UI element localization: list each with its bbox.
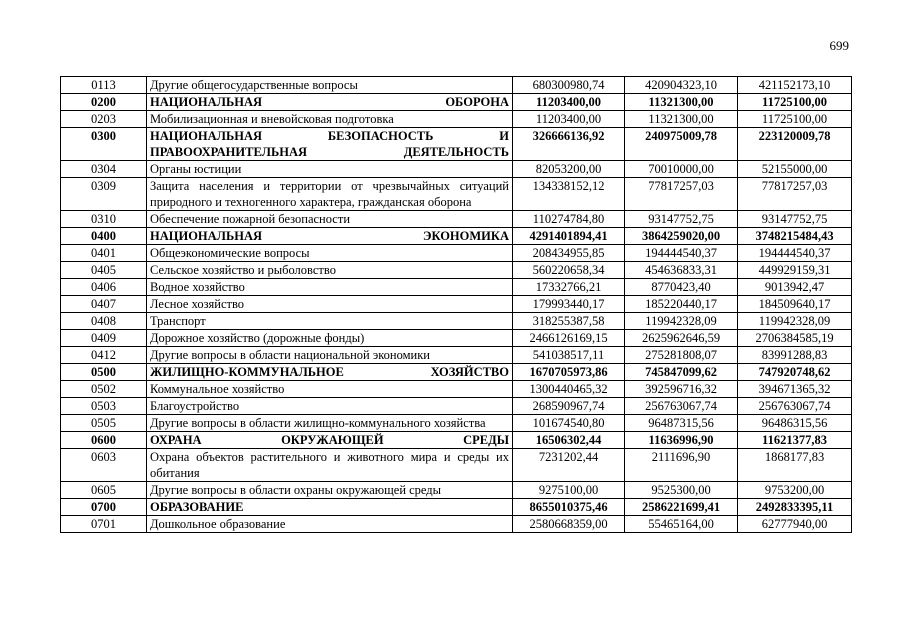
row-code: 0405 [61,262,147,279]
table-row [61,245,852,262]
row-code: 0700 [61,499,147,516]
row-value-1: 680300980,74 [513,77,625,94]
row-value-2: 420904323,10 [625,77,738,94]
row-value-2: 2625962646,59 [625,330,738,347]
row-value-3: 52155000,00 [738,161,852,178]
table-row [61,381,852,398]
row-name: НАЦИОНАЛЬНАЯ ОБОРОНА [147,94,513,111]
row-value-2: 454636833,31 [625,262,738,279]
row-name: Другие вопросы в области охраны окружающей среды [147,482,513,499]
row-value-1: 11203400,00 [513,111,625,128]
row-value-2: 93147752,75 [625,211,738,228]
row-code: 0412 [61,347,147,364]
table-row [61,347,852,364]
row-value-1: 268590967,74 [513,398,625,415]
row-name: НАЦИОНАЛЬНАЯ БЕЗОПАСНОСТЬ И ПРАВООХРАНИТЕЛЬНАЯ ДЕЯТЕЛЬНОСТЬ [147,128,513,161]
row-value-2: 392596716,32 [625,381,738,398]
row-value-2: 11321300,00 [625,111,738,128]
table-row [61,432,852,449]
row-code: 0200 [61,94,147,111]
row-value-3: 11621377,83 [738,432,852,449]
row-name: Другие вопросы в области национальной экономики [147,347,513,364]
table-row [61,516,852,533]
row-value-1: 1300440465,32 [513,381,625,398]
row-code: 0113 [61,77,147,94]
row-value-1: 82053200,00 [513,161,625,178]
row-value-3: 2706384585,19 [738,330,852,347]
table-row [61,77,852,94]
row-name: ОХРАНА ОКРУЖАЮЩЕЙ СРЕДЫ [147,432,513,449]
row-value-2: 119942328,09 [625,313,738,330]
row-value-1: 17332766,21 [513,279,625,296]
row-code: 0600 [61,432,147,449]
row-value-1: 2466126169,15 [513,330,625,347]
row-name: НАЦИОНАЛЬНАЯ ЭКОНОМИКА [147,228,513,245]
row-value-1: 7231202,44 [513,449,625,482]
row-value-3: 9753200,00 [738,482,852,499]
row-value-2: 275281808,07 [625,347,738,364]
row-value-3: 421152173,10 [738,77,852,94]
row-value-1: 1670705973,86 [513,364,625,381]
row-code: 0603 [61,449,147,482]
row-name: Дорожное хозяйство (дорожные фонды) [147,330,513,347]
row-value-3: 2492833395,11 [738,499,852,516]
row-value-2: 3864259020,00 [625,228,738,245]
row-value-2: 8770423,40 [625,279,738,296]
row-name: Другие общегосударственные вопросы [147,77,513,94]
table-row [61,482,852,499]
row-value-1: 16506302,44 [513,432,625,449]
row-value-2: 2586221699,41 [625,499,738,516]
row-name: Водное хозяйство [147,279,513,296]
table-body [61,77,852,533]
table-row [61,499,852,516]
row-code: 0500 [61,364,147,381]
table-row [61,211,852,228]
row-value-1: 9275100,00 [513,482,625,499]
row-value-1: 560220658,34 [513,262,625,279]
row-value-1: 541038517,11 [513,347,625,364]
row-value-1: 110274784,80 [513,211,625,228]
row-value-1: 208434955,85 [513,245,625,262]
table-row [61,415,852,432]
row-value-2: 9525300,00 [625,482,738,499]
row-name: Общеэкономические вопросы [147,245,513,262]
row-value-2: 11321300,00 [625,94,738,111]
row-value-3: 394671365,32 [738,381,852,398]
row-value-3: 747920748,62 [738,364,852,381]
row-value-2: 194444540,37 [625,245,738,262]
row-value-3: 11725100,00 [738,111,852,128]
row-value-2: 256763067,74 [625,398,738,415]
row-value-3: 93147752,75 [738,211,852,228]
row-code: 0401 [61,245,147,262]
row-value-3: 449929159,31 [738,262,852,279]
row-value-3: 1868177,83 [738,449,852,482]
row-code: 0300 [61,128,147,161]
row-value-3: 194444540,37 [738,245,852,262]
table-row [61,330,852,347]
row-value-3: 11725100,00 [738,94,852,111]
row-value-3: 96486315,56 [738,415,852,432]
row-code: 0304 [61,161,147,178]
row-value-2: 55465164,00 [625,516,738,533]
table-row [61,449,852,482]
row-name: Защита населения и территории от чрезвычайных ситуаций природного и техногенного характера, гражданская оборона [147,178,513,211]
row-name: Охрана объектов растительного и животного мира и среды их обитания [147,449,513,482]
row-value-1: 101674540,80 [513,415,625,432]
row-value-3: 256763067,74 [738,398,852,415]
row-value-1: 179993440,17 [513,296,625,313]
table-row [61,178,852,211]
row-value-2: 2111696,90 [625,449,738,482]
row-name: Благоустройство [147,398,513,415]
row-code: 0400 [61,228,147,245]
row-value-3: 77817257,03 [738,178,852,211]
table-row [61,262,852,279]
budget-table [60,76,852,533]
row-value-1: 134338152,12 [513,178,625,211]
row-code: 0203 [61,111,147,128]
table-row [61,313,852,330]
row-value-3: 62777940,00 [738,516,852,533]
row-name: Лесное хозяйство [147,296,513,313]
row-code: 0408 [61,313,147,330]
row-value-2: 240975009,78 [625,128,738,161]
table-row [61,296,852,313]
table-row [61,398,852,415]
table-row [61,228,852,245]
row-value-3: 3748215484,43 [738,228,852,245]
row-name: ЖИЛИЩНО-КОММУНАЛЬНОЕ ХОЗЯЙСТВО [147,364,513,381]
row-code: 0409 [61,330,147,347]
row-code: 0502 [61,381,147,398]
table-row [61,111,852,128]
table-row [61,364,852,381]
table-row [61,161,852,178]
row-value-3: 223120009,78 [738,128,852,161]
row-code: 0505 [61,415,147,432]
row-value-1: 318255387,58 [513,313,625,330]
table-row [61,279,852,296]
page-number: 699 [829,38,849,53]
row-value-1: 326666136,92 [513,128,625,161]
row-name: Мобилизационная и вневойсковая подготовка [147,111,513,128]
row-name: Другие вопросы в области жилищно-коммунального хозяйства [147,415,513,432]
row-name: Коммунальное хозяйство [147,381,513,398]
row-name: Сельское хозяйство и рыболовство [147,262,513,279]
row-code: 0605 [61,482,147,499]
row-name: Органы юстиции [147,161,513,178]
row-value-2: 77817257,03 [625,178,738,211]
row-code: 0503 [61,398,147,415]
row-code: 0310 [61,211,147,228]
row-name: ОБРАЗОВАНИЕ [147,499,513,516]
row-value-2: 70010000,00 [625,161,738,178]
table-row [61,128,852,161]
row-value-3: 83991288,83 [738,347,852,364]
row-name: Дошкольное образование [147,516,513,533]
row-value-3: 119942328,09 [738,313,852,330]
row-code: 0407 [61,296,147,313]
row-code: 0406 [61,279,147,296]
row-value-3: 9013942,47 [738,279,852,296]
row-value-3: 184509640,17 [738,296,852,313]
row-value-2: 745847099,62 [625,364,738,381]
row-value-2: 11636996,90 [625,432,738,449]
row-value-1: 11203400,00 [513,94,625,111]
row-value-1: 8655010375,46 [513,499,625,516]
row-value-2: 185220440,17 [625,296,738,313]
row-name: Транспорт [147,313,513,330]
row-value-1: 2580668359,00 [513,516,625,533]
row-code: 0701 [61,516,147,533]
row-value-2: 96487315,56 [625,415,738,432]
row-value-1: 4291401894,41 [513,228,625,245]
table-row [61,94,852,111]
row-name: Обеспечение пожарной безопасности [147,211,513,228]
row-code: 0309 [61,178,147,211]
